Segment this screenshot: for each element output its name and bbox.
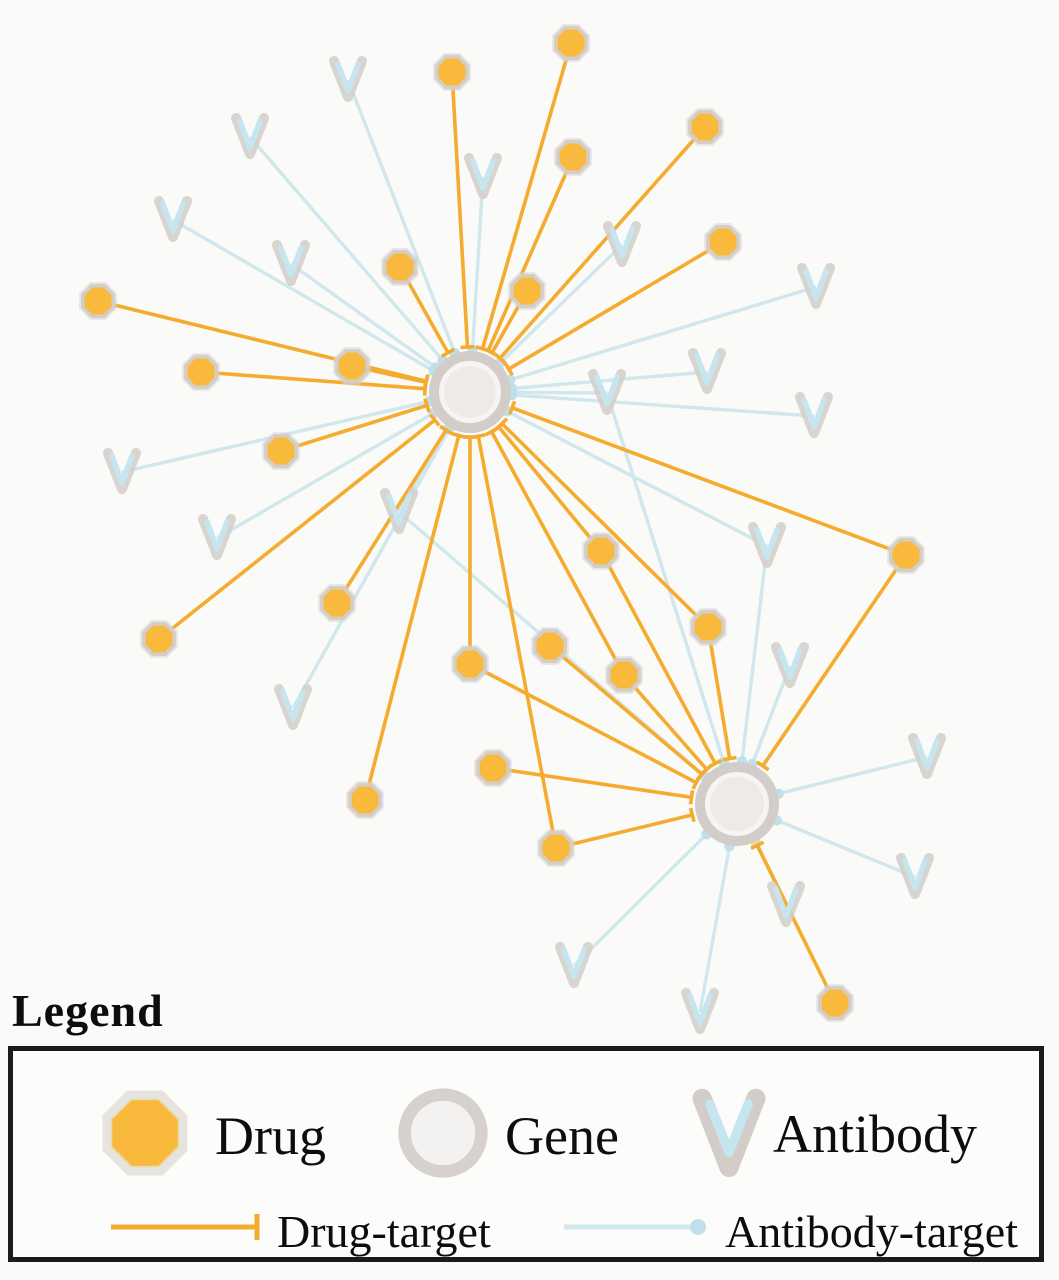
drug-target-tick (723, 758, 737, 760)
antibody-target-edge (742, 546, 767, 761)
legend-drug-label: Drug (215, 1106, 326, 1166)
gene-icon (395, 1085, 491, 1181)
drug-octagon (609, 660, 639, 690)
antibody-node-hpa001200 (159, 201, 187, 237)
drug-target-edge (499, 427, 601, 551)
drug-target-edge (452, 72, 468, 347)
drug-node-pelitinib (552, 24, 590, 62)
legend-antibody-target-label: Antibody-target (725, 1206, 1018, 1257)
drug-target-edge (757, 845, 835, 1003)
drug-node-flavopiridol (686, 108, 724, 146)
legend-box (8, 1046, 1044, 1262)
drug-node-trastuzumab (474, 749, 512, 787)
drug-octagon (385, 252, 415, 282)
drug-target-tick (425, 376, 428, 390)
antibody-node-z1_70 (776, 647, 804, 683)
drug-octagon (693, 612, 723, 642)
drug-octagon (266, 436, 296, 466)
drug-octagon (144, 624, 174, 654)
drug-icon (97, 1085, 193, 1181)
drug-node-mubritinib (816, 984, 854, 1022)
drug-target-edge (556, 815, 692, 848)
antibody-target-edge (510, 287, 816, 380)
legend-drug-target-label: Drug-target (277, 1206, 491, 1257)
legend-gene-label: Gene (505, 1106, 619, 1166)
drug-octagon (535, 631, 565, 661)
antibody-target-edge (507, 411, 767, 546)
drug-node-vandetanib (381, 248, 419, 286)
drug-octagon (512, 276, 542, 306)
drug-target-tick (461, 347, 475, 348)
drug-target-edge (98, 301, 426, 381)
gene-inner (444, 366, 496, 418)
drug-octagon (558, 142, 588, 172)
antibody-node-rppa_egfr (802, 268, 830, 304)
drug-octagon (350, 785, 380, 815)
gene-node-egfr (434, 356, 506, 428)
drug-octagon (455, 649, 485, 679)
drug-node-bibw2992 (537, 829, 575, 867)
gene-inner (710, 777, 764, 831)
legend-title: Legend (12, 985, 164, 1036)
drug-target-tick (510, 401, 515, 414)
antibody-target-edge-icon (558, 1209, 723, 1245)
antibody-target-edge (700, 846, 730, 1012)
drug-node-dovitinib (554, 138, 592, 176)
drug-octagon (337, 351, 367, 381)
drug-node-n_4_3_br (433, 53, 471, 91)
drug-node-saracatinib (79, 282, 117, 320)
drug-target-edge (708, 627, 730, 759)
antibody-target-edge (473, 177, 484, 350)
drug-node-lidocaine (346, 781, 384, 819)
antibody-node-z1_85 (334, 61, 362, 97)
drug-octagon (437, 57, 467, 87)
drug-node-lapatinib (582, 532, 620, 570)
drug-octagon (586, 536, 616, 566)
antibody-target-edge (777, 820, 915, 877)
drug-node-pertuzumab (531, 627, 569, 665)
drug-node-varlitinib (689, 608, 727, 646)
drug-node-zalutumumab (262, 432, 300, 470)
antibody-target-edge (779, 757, 927, 794)
drug-octagon (690, 112, 720, 142)
antibody-node-hpa018530 (693, 353, 721, 389)
drug-octagon (556, 28, 586, 58)
drug-target-edges (98, 43, 906, 1003)
antibody-target-edge (512, 392, 607, 393)
drug-target-edge (512, 408, 906, 555)
drug-node-canertinib (605, 656, 643, 694)
antibody-target-edge (574, 834, 707, 966)
antibody-node-py1068 (277, 245, 305, 281)
antibody-node-z1_64 (469, 158, 497, 194)
drug-octagon (891, 540, 921, 570)
drug-target-tick (691, 808, 694, 822)
nodes (79, 24, 941, 1029)
antibody-node-rppa_her2 (913, 738, 941, 774)
drug-node-necitumumab (704, 223, 742, 261)
drug-node-cetuximab (508, 272, 546, 310)
drug-octagon (478, 753, 508, 783)
drug-octagon (541, 833, 571, 863)
drug-node-panitumumab (318, 584, 356, 622)
legend-antibody-label: Antibody (773, 1104, 978, 1164)
drug-octagon (186, 357, 216, 387)
drug-node-erlotinib (333, 347, 371, 385)
drug-octagon (820, 988, 850, 1018)
drug-target-edge (500, 127, 705, 358)
drug-octagon (83, 286, 113, 316)
drug-node-neratinib (451, 645, 489, 683)
drug-target-edge (502, 424, 708, 627)
drug-octagon (322, 588, 352, 618)
drug-target-edge-icon (105, 1209, 275, 1245)
drug-node-gefitinib (182, 353, 220, 391)
antibody-target-edge (512, 395, 814, 416)
gene-node-erbb2 (700, 767, 774, 841)
drug-target-edge (493, 768, 692, 797)
drug-node-afatinib (887, 536, 925, 574)
antibody-icon (681, 1077, 777, 1185)
drug-target-tick (472, 435, 486, 438)
antibody-target-edge (512, 372, 707, 389)
antibody-target-edges (122, 80, 927, 1012)
drug-target-tick (691, 790, 693, 804)
drug-node-s_3_4_a (140, 620, 178, 658)
drug-octagon (708, 227, 738, 257)
